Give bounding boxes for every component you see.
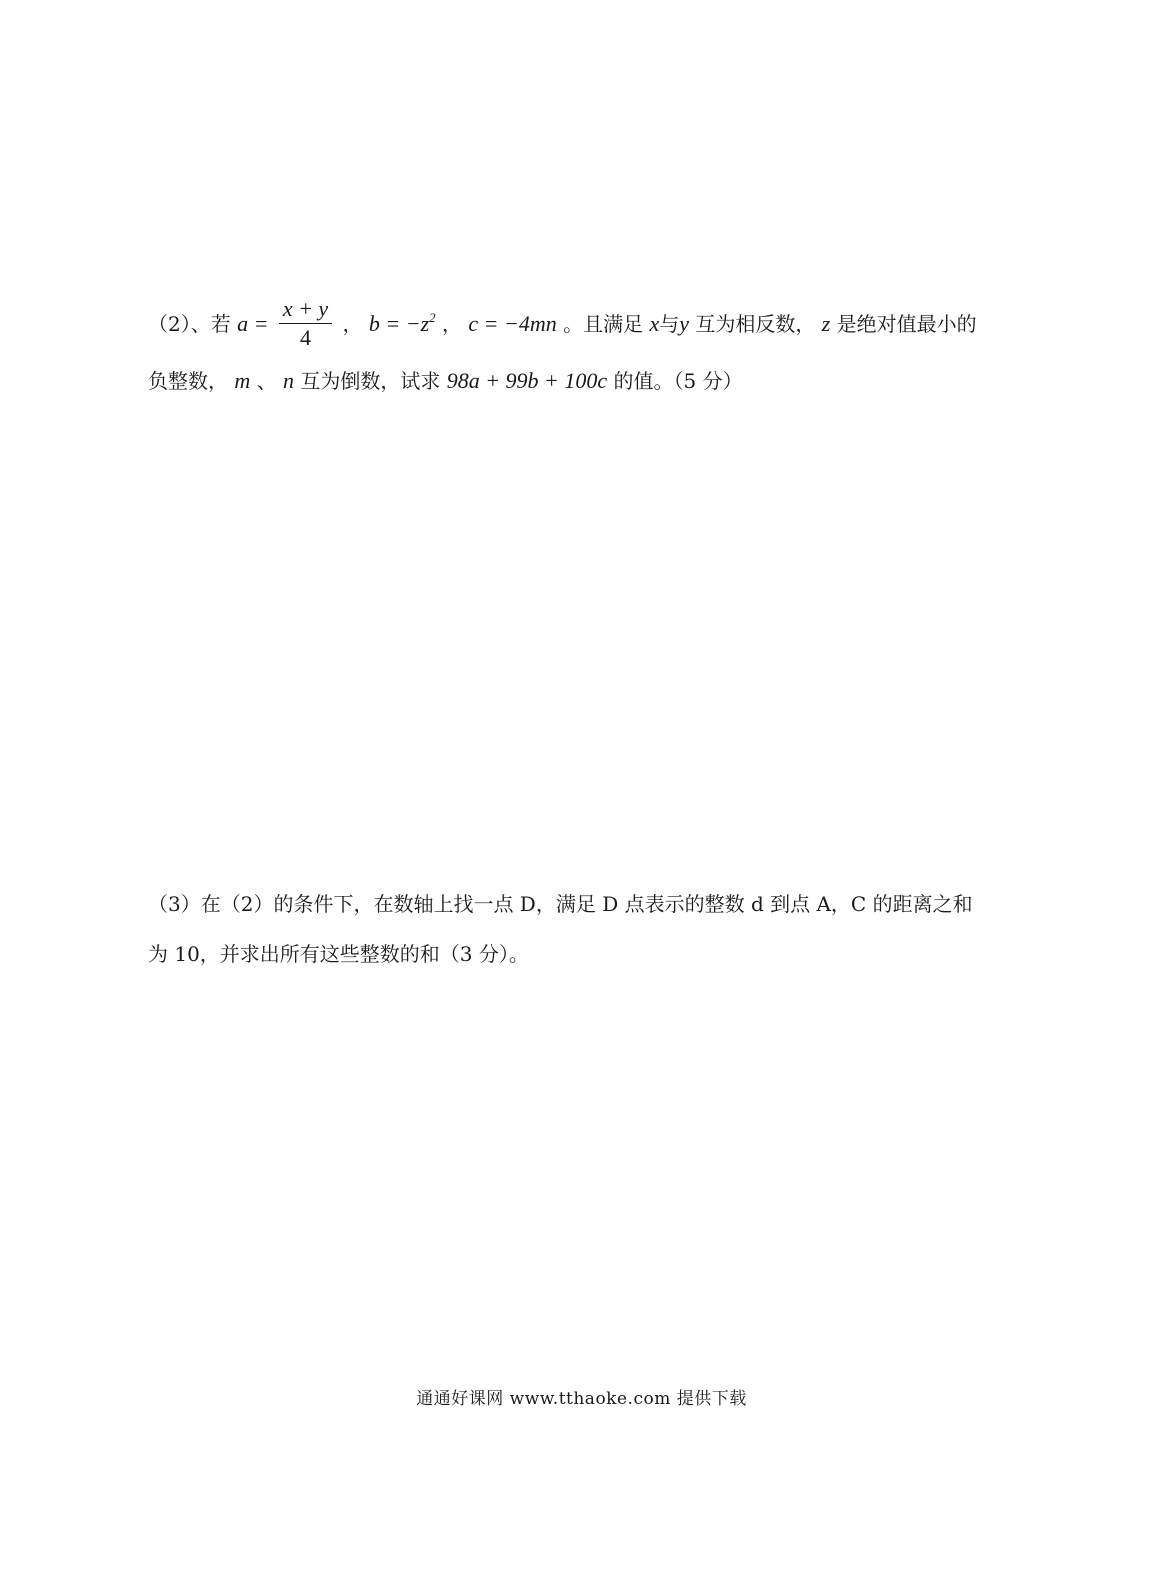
exponent: 2 <box>429 310 436 325</box>
var-m: m <box>234 368 251 393</box>
comma: ， <box>342 312 363 336</box>
question-2-line-1 <box>148 296 977 351</box>
text-segment: 的值。（5 分） <box>613 369 743 393</box>
footer-credit: 通通好课网 www.tthaoke.com 提供下载 <box>416 1389 747 1409</box>
question-2-line-2 <box>148 370 743 392</box>
text-segment: 互为相反数， <box>695 312 816 336</box>
text-segment: 。且满足 <box>563 312 644 336</box>
fraction <box>279 298 332 349</box>
var-b-equals: $b = -z^2$ <box>368 310 436 336</box>
expression: 98a + 99b + 100c <box>446 368 608 393</box>
text-segment: 互为倒数，试求 <box>300 369 441 393</box>
var-n: n <box>282 368 294 393</box>
question-3-line-2: 为 10，并求出所有这些整数的和（3 分）。 <box>148 942 529 966</box>
var-z: z <box>821 311 831 336</box>
question-2-label: （2）、若 <box>148 312 231 336</box>
text-segment: 是绝对值最小的 <box>836 312 977 336</box>
var-x: x <box>649 311 660 336</box>
fraction-numerator: x + y <box>279 298 332 324</box>
var-a-equals: a = <box>237 311 269 336</box>
text-segment: 、 <box>256 369 277 393</box>
var-c-equals: c = −4mn <box>468 311 557 336</box>
text-segment: 与 <box>659 312 680 336</box>
question-3-line-1: （3）在（2）的条件下，在数轴上找一点 D，满足 D 点表示的整数 d 到点 A，C 的距离之和 <box>148 892 973 916</box>
fraction-denominator: 4 <box>300 325 311 350</box>
comma: ， <box>442 312 463 336</box>
text-segment: 负整数， <box>148 369 228 393</box>
var-y: y <box>679 311 689 336</box>
